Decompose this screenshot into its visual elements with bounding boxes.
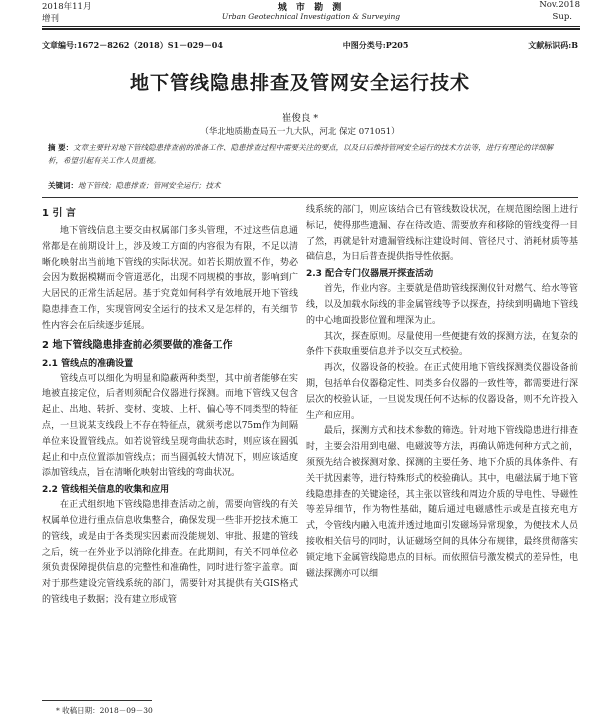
right-column — [306, 203, 578, 582]
abstract — [48, 141, 554, 167]
clc-number: 中图分类号:P205 — [342, 40, 409, 50]
affiliation: （华北地质勘查局五一九大队，河北 保定 071051） — [200, 127, 400, 137]
paragraph-intro: 地下管线信息主要交由权属部门多头管理，不过这些信息通常都是在前期设计上，涉及竣工方面的内容很为有限，不足以清晰化映射出当前地下管线的实际状况。如若长期放置不作，势必会因为数据模糊而令管道恶化，出现不同规模的事故，影响到广大居民的正常生活起居。基于究竟如何科学有效地展开地下管线隐患排查工作，实现管网安全运行的技术又是怎样的，有关细节性内容会在后续逐步延展。 — [42, 226, 298, 331]
subsection-heading-2-1: 2.1 管线点的准确设置 — [42, 358, 134, 369]
footnote-received-date: * 收稿日期：2018－09－30 — [56, 706, 153, 715]
header-issue-left: 增刊 — [42, 14, 60, 24]
article-number: 文章编号:1672－8262（2018）S1－029－04 — [42, 40, 223, 50]
header-date-left: 2018年11月 — [42, 2, 92, 12]
abstract-separator — [42, 197, 578, 198]
abstract-label: 摘 要： — [48, 143, 74, 152]
running-header — [42, 0, 580, 26]
header-rule-thick — [42, 28, 580, 30]
section-heading-2: 2 地下管线隐患排查前必须要做的准备工作 — [42, 339, 233, 351]
paragraph-method: 最后，探测方式和技术参数的筛选。针对地下管线隐患进行排查时，主要会沿用到电磁、电磁波等方法，再确认筛选何种方式之前，须预先结合被探测对象、探测的主要任务、地下介质的具体条件、有关干扰因素等，进行特殊形式的校验确认。其中，电磁法属于地下管线隐患排查的关键途径，其主张以管线和周边介质的导电性、导磁性等差异细节，作为物性基础，随后通过电磁感性示或是直接充电方式，令管线内融入电流并透过地面引发磁场异常现象，为便技术人员接收相关信号的同时，认证磁场空间的具体分布规律，最终贯彻落实锁定地下金属管线隐患点的目标。而依照信号激发模式的差异性，电磁法探测亦可以细 — [306, 426, 578, 579]
document-code: 文献标识码:B — [528, 40, 578, 50]
header-rule-thin — [42, 26, 580, 27]
subsection-heading-2-3: 2.3 配合专门仪器展开探查活动 — [306, 269, 434, 280]
author: 崔俊良 * — [281, 113, 319, 124]
paragraph-2-1: 管线点可以细化为明显和隐蔽两种类型，其中前者能够在实地被直接定位，后者则须配合仪器进行探测。而地下管线又包含起止、出地、转折、变材、变坡、上杆、偏心等不同类型的特征点，一旦说某支线段上不存在特征点，就须考虑以75m作为间隔单位来设置管线点。如若说管线呈现弯曲状态时，则应该在圆弧起止和中点位置添加管线点；而当圆弧较大情况下，则应该适度添加管线点，旨在清晰化映射出管线的弯曲状况。 — [42, 373, 298, 479]
article-title: 地下管线隐患排查及管网安全运行技术 — [129, 72, 470, 94]
journal-name-cn: 城 市 勘 测 — [277, 3, 345, 13]
journal-name-en: Urban Geotechnical Investigation & Surveying — [221, 12, 401, 21]
paragraph-calibration: 再次，仪器设备的校验。在正式使用地下管线探测类仪器设备前期，包括单台仪器稳定性、同类多台仪器的一致性等，都需要进行深层次的校验认证，一旦说发现任何不达标的仪器设备，则不允许投入生产和应用。 — [306, 363, 578, 421]
footnote-rule — [42, 700, 152, 701]
paragraph-2-2: 在正式组织地下管线隐患排查活动之前，需要向管线的有关权属单位进行重点信息收集整合，确保发现一些非开挖技术施工的管线，或是由于各类现实因素而没能规划、审批、报建的管线之后，统一在外业予以消除化排查。在此期间，有关不同单位必须负责保障提供信息的完整性和准确性，同时进行签字盖章。面对于那些建设完管线系统的部门，需要针对其提供有关GIS格式的管线电子数据；没有建立形成管 — [42, 500, 298, 605]
header-issue-right: Sup. — [552, 12, 572, 22]
article-meta — [42, 40, 578, 51]
paragraph-principle: 其次，探查原则。尽量使用一些便捷有效的探测方法，在复杂的条件下获取重要信息并予以交互式校验。 — [306, 331, 578, 358]
header-date-right: Nov.2018 — [539, 0, 580, 10]
subsection-heading-2-2: 2.2 管线相关信息的收集和应用 — [42, 485, 170, 496]
section-heading-1: 1 引 言 — [42, 208, 76, 219]
left-column — [42, 203, 298, 609]
abstract-text: 文章主要针对地下管线隐患排查前的准备工作、隐患排查过程中需要关注的要点，以及日后维持管网安全运行的技术方法等，进行有理论的详细解析，希望引起有关工作人员重视。 — [48, 143, 554, 165]
paragraph-2-2-cont: 线系统的部门，则应该结合已有管线数设状况，在规范图绘图上进行标记，使得那些遗漏、存在待改造、需要放弃和移除的管线变得一目了然，再就是针对遗漏管线标注建设时间、管径尺寸、消耗材质等基础信息，为日后普查提供指导性依据。 — [306, 205, 578, 263]
keywords — [48, 180, 554, 191]
keywords-label: 关键词： — [48, 181, 78, 190]
paragraph-work-content: 首先，作业内容。主要就是借助管线探测仪针对燃气、给水等管线，以及加载水际线的非金属管线等予以探查，持续到明确地下管线的中心地面投影位置和埋深为止。 — [306, 284, 578, 326]
keywords-text: 地下管线；隐患排查；管网安全运行；技术 — [78, 181, 221, 190]
